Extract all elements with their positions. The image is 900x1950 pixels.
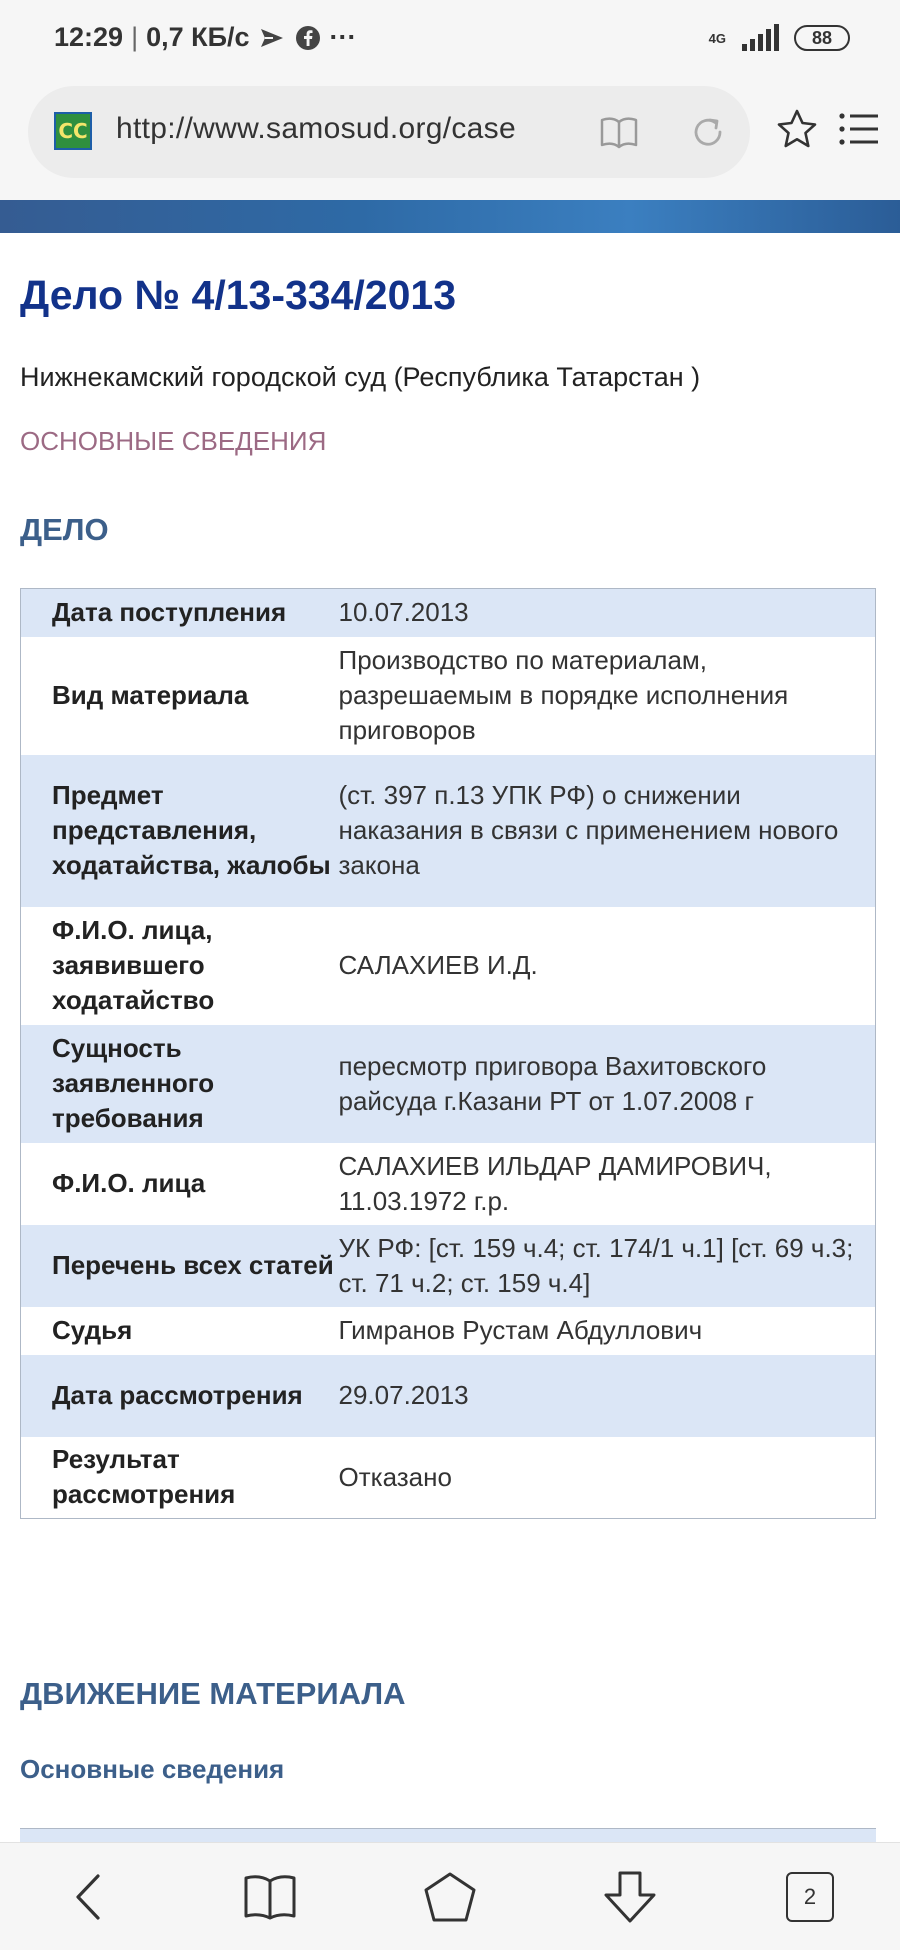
- site-favicon-icon: [54, 112, 92, 150]
- back-button[interactable]: [56, 1865, 120, 1929]
- row-value: Гимранов Рустам Абдуллович: [338, 1315, 703, 1345]
- main-info-link[interactable]: ОСНОВНЫЕ СВЕДЕНИЯ: [20, 426, 327, 456]
- status-left: [54, 22, 357, 53]
- table-row: [21, 1355, 876, 1437]
- row-value: Отказано: [338, 1461, 452, 1492]
- case-details-table: [20, 588, 876, 1519]
- court-name: Нижнекамский городской суд (Республика Татарстан ): [20, 362, 701, 392]
- status-time: 12:29: [54, 22, 124, 52]
- movement-subheading: Основные сведения: [20, 1754, 285, 1784]
- row-value: 29.07.2013: [338, 1380, 469, 1410]
- network-type: 4G: [708, 30, 726, 46]
- row-key: Ф.И.О. лица, заявившего ходатайство: [52, 915, 215, 1015]
- facebook-icon: [294, 24, 322, 52]
- row-value: (ст. 397 п.13 УПК РФ) о снижении наказания в связи с применением нового закона: [338, 780, 839, 880]
- row-key: Предмет представления, ходатайства, жалобы: [52, 780, 331, 880]
- status-more-icon: ···: [329, 22, 357, 52]
- back-arrow-icon: [68, 1872, 108, 1922]
- browser-toolbar: [0, 80, 900, 200]
- reader-mode-icon[interactable]: [598, 112, 640, 152]
- row-key: Результат рассмотрения: [52, 1444, 236, 1510]
- battery-level: 88: [811, 27, 833, 48]
- table-row: [21, 637, 876, 755]
- row-key: Ф.И.О. лица: [52, 1168, 206, 1198]
- row-value: САЛАХИЕВ ИЛЬДАР ДАМИРОВИЧ, 11.03.1972 г.р.: [338, 1150, 772, 1216]
- send-icon: [258, 24, 286, 52]
- bookmarks-button[interactable]: [238, 1865, 302, 1929]
- home-button[interactable]: [418, 1865, 482, 1929]
- battery-icon: [794, 25, 850, 51]
- table-row: [21, 755, 876, 907]
- row-key: Судья: [52, 1315, 133, 1345]
- signal-icon: [740, 24, 780, 52]
- row-value: УК РФ: [ст. 159 ч.4; ст. 174/1 ч.1] [ст. 69 ч.3; ст. 71 ч.2; ст. 159 ч.4]: [338, 1232, 854, 1298]
- row-key: Перечень всех статей: [52, 1250, 334, 1280]
- table-row: [21, 1307, 876, 1355]
- url-input[interactable]: http://www.samosud.org/case: [116, 112, 516, 145]
- tab-count-badge: [786, 1872, 834, 1922]
- case-title: Дело № 4/13-334/2013: [20, 272, 457, 318]
- row-key: Дата поступления: [52, 597, 287, 628]
- download-button[interactable]: [598, 1865, 662, 1929]
- row-key: Вид материала: [52, 680, 249, 710]
- status-separator: |: [131, 22, 139, 52]
- table-row: [21, 907, 876, 1025]
- case-section-heading: ДЕЛО: [20, 512, 109, 547]
- row-value: 10.07.2013: [338, 597, 469, 628]
- table-row: [21, 1025, 876, 1143]
- home-pentagon-icon: [422, 1870, 478, 1924]
- download-arrow-icon: [602, 1869, 658, 1925]
- site-header-banner: [0, 200, 900, 233]
- row-key: Сущность заявленного требования: [52, 1033, 215, 1133]
- table-row: [21, 589, 876, 637]
- book-icon: [242, 1872, 298, 1922]
- tab-count: 2: [803, 1884, 817, 1909]
- row-value: САЛАХИЕВ И.Д.: [338, 950, 538, 980]
- menu-list-icon[interactable]: [838, 112, 880, 146]
- tabs-button[interactable]: [778, 1865, 842, 1929]
- site-favicon-label: CC: [58, 119, 88, 143]
- address-bar[interactable]: [28, 86, 750, 178]
- table-row: [21, 1225, 876, 1307]
- table-row: [21, 1143, 876, 1225]
- bottom-navigation: [0, 1842, 900, 1950]
- bookmark-star-icon[interactable]: [776, 108, 818, 150]
- status-right: [709, 24, 850, 52]
- row-value: пересмотр приговора Вахитовского райсуда г.Казани РТ от 1.07.2008 г: [338, 1050, 767, 1116]
- movement-section-heading: ДВИЖЕНИЕ МАТЕРИАЛА: [20, 1676, 406, 1711]
- status-bar: [0, 0, 900, 80]
- reload-icon[interactable]: [688, 112, 728, 152]
- status-data-rate: 0,7 КБ/с: [146, 22, 250, 52]
- row-key: Дата рассмотрения: [52, 1380, 303, 1410]
- row-value: Производство по материалам, разрешаемым в порядке исполнения приговоров: [338, 645, 789, 745]
- table-row: [21, 1437, 876, 1519]
